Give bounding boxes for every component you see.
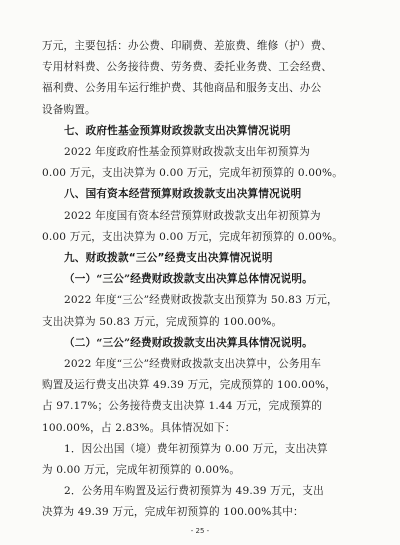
text-line: 购置及运行费支出决算 49.39 万元，完成预算的 100.00%， [42,379,336,392]
text-line: 专用材料费、公务接待费、劳务费、委托业务费、工会经费、 [42,61,333,74]
text-line: 2．公务用车购置及运行费初预算为 49.39 万元，支出 [64,485,324,498]
text-line: 设备购置。 [42,103,96,116]
text-line: 2022 年度“三公”经费财政拨款支出决算中，公务用车 [64,358,322,371]
section-heading-eight: 八、国有资本经营预算财政拨款支出决算情况说明 [64,188,302,201]
page-number: - 25 - [190,527,210,535]
text-line: 福利费、公务用车运行维护费、其他商品和服务支出、办公 [42,82,322,95]
text-line: 1．因公出国（境）费年初预算为 0.00 万元，支出决算 [64,442,328,455]
text-line: 0.00 万元，支出决算为 0.00 万元，完成年初预算的 0.00%。 [42,230,343,243]
subsection-heading-two: （二）“三公”经费财政拨款支出决算具体情况说明。 [64,336,313,349]
subsection-heading-one: （一）“三公”经费财政拨款支出决算总体情况说明。 [64,273,313,286]
text-line: 支出决算为 50.83 万元，完成预算的 100.00%。 [42,315,283,328]
text-line: 为 0.00 万元，完成年初预算的 0.00%。 [42,464,241,477]
section-heading-nine: 九、财政拨款“三公”经费支出决算情况说明 [64,252,273,265]
page-content [42,36,362,524]
text-line: 2022 年度国有资本经营预算财政拨款支出年初预算为 [64,209,321,222]
text-line: 占 97.17%；公务接待费支出决算 1.44 万元，完成预算的 [42,400,323,413]
text-line: 万元，主要包括：办公费、印刷费、差旅费、维修（护）费、 [42,40,333,52]
text-line: 0.00 万元，支出决算为 0.00 万元，完成年初预算的 0.00%。 [42,167,343,180]
text-line: 100.00%，占 2.83%。具体情况如下： [42,421,236,434]
section-heading-seven: 七、政府性基金预算财政拨款支出决算情况说明 [64,124,291,137]
text-line: 2022 年度政府性基金预算财政拨款支出年初预算为 [64,146,310,159]
text-line: 决算为 49.39 万元，完成年初预算的 100.00%其中： [42,506,304,519]
text-line: 2022 年度“三公”经费财政拨款支出预算为 50.83 万元， [64,294,338,307]
